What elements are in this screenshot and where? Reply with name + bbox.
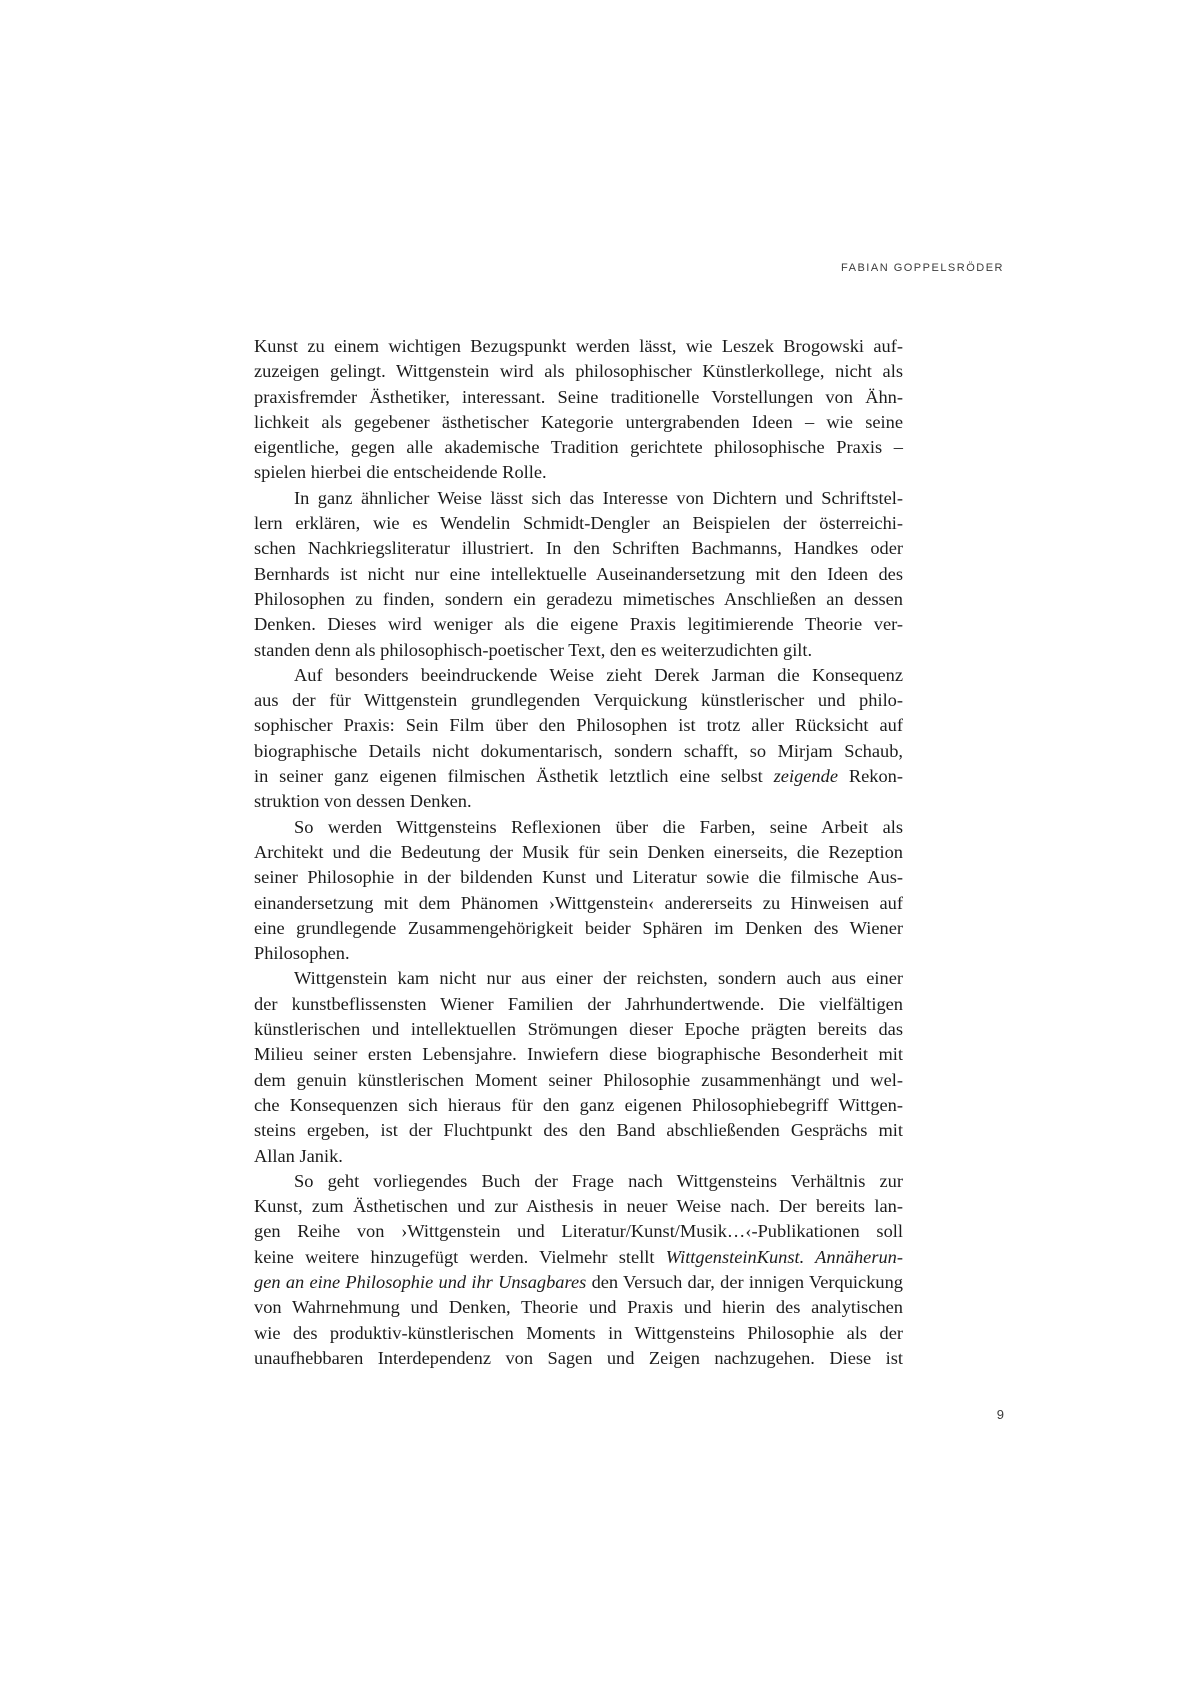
text-line — [254, 1270, 903, 1295]
text-line: Allan Janik. — [254, 1145, 343, 1166]
text-segment: Rekon- — [837, 766, 903, 787]
text-line — [254, 1245, 903, 1270]
text-line: Denken. Dieses wird weniger als die eigene Praxis legitimierende Theorie ver- — [254, 614, 903, 635]
text-line: steins ergeben, ist der Fluchtpunkt des den Band abschließenden Gesprächs mit — [254, 1120, 903, 1141]
text-line: So werden Wittgensteins Reflexionen über die Farben, seine Arbeit als — [294, 816, 903, 837]
text-line: che Konsequenzen sich hieraus für den ganz eigenen Philosophiebegriff Wittgen- — [254, 1094, 903, 1115]
text-line — [254, 764, 903, 789]
text-line: Philosophen. — [254, 943, 350, 964]
text-line: aus der für Wittgenstein grundlegenden Verquickung künstlerischer und philo- — [254, 690, 903, 711]
text-line: lichkeit als gegebener ästhetischer Kategorie untergrabenden Ideen – wie seine — [254, 411, 903, 432]
text-line: wie des produktiv-künstlerischen Moments in Wittgensteins Philosophie als der — [254, 1322, 903, 1343]
text-line: schen Nachkriegsliteratur illustriert. In den Schriften Bachmanns, Handkes oder — [254, 538, 903, 559]
text-line: Milieu seiner ersten Lebensjahre. Inwiefern diese biographische Besonderheit mit — [254, 1044, 903, 1065]
text-line: von Wahrnehmung und Denken, Theorie und Praxis und hierin des analytischen — [254, 1297, 903, 1318]
text-line: In ganz ähnlicher Weise lässt sich das Interesse von Dichtern und Schriftstel- — [294, 487, 903, 508]
text-segment: den Versuch dar, der innigen Verquickung — [586, 1271, 903, 1292]
text-line: der kunstbeflissensten Wiener Familien der Jahrhundertwende. Die vielfältigen — [254, 993, 903, 1014]
text-line: lern erklären, wie es Wendelin Schmidt-Dengler an Beispielen der österreichi- — [254, 513, 903, 534]
text-line: praxisfremder Ästhetiker, interessant. Seine traditionelle Vorstellungen von Ähn- — [254, 386, 903, 407]
text-line: standen denn als philosophisch-poetischer Text, den es weiterzudichten gilt. — [254, 639, 813, 660]
text-line: Architekt und die Bedeutung der Musik für sein Denken einerseits, die Rezeption — [254, 841, 903, 862]
text-line: biographische Details nicht dokumentarisch, sondern schafft, so Mirjam Schaub, — [254, 740, 903, 761]
text-line: Wittgenstein kam nicht nur aus einer der reichsten, sondern auch aus einer — [294, 968, 903, 989]
text-line: künstlerischen und intellektuellen Strömungen dieser Epoche prägten bereits das — [254, 1019, 903, 1040]
page-number: 9 — [996, 1407, 1004, 1422]
text-line: eine grundlegende Zusammengehörigkeit beider Sphären im Denken des Wiener — [254, 917, 903, 938]
text-line: Philosophen zu finden, sondern ein geradezu mimetisches Anschließen an dessen — [254, 588, 903, 609]
text-line: dem genuin künstlerischen Moment seiner Philosophie zusammenhängt und wel- — [254, 1069, 903, 1090]
text-line: Auf besonders beeindruckende Weise zieht Derek Jarman die Konsequenz — [294, 664, 903, 685]
text-line: seiner Philosophie in der bildenden Kunst und Literatur sowie die filmische Aus- — [254, 867, 903, 888]
text-line: zuzeigen gelingt. Wittgenstein wird als philosophischer Künstlerkollege, nicht als — [254, 361, 903, 382]
text-line: Kunst zu einem wichtigen Bezugspunkt werden lässt, wie Leszek Brogowski auf- — [254, 336, 903, 356]
text-line: unaufhebbaren Interdependenz von Sagen und Zeigen nachzugehen. Diese ist — [254, 1347, 903, 1368]
body-text — [254, 334, 903, 1371]
running-head: FABIAN GOPPELSRÖDER — [841, 262, 1004, 274]
italic-text: gen an eine Philosophie und ihr Unsagbares — [254, 1271, 587, 1292]
text-line: sophischer Praxis: Sein Film über den Philosophen ist trotz aller Rücksicht auf — [254, 715, 903, 736]
text-line: spielen hierbei die entscheidende Rolle. — [254, 462, 547, 483]
text-line: struktion von dessen Denken. — [254, 791, 472, 812]
text-line: gen Reihe von ›Wittgenstein und Literatur/Kunst/Musik…‹-Publikationen soll — [254, 1221, 903, 1242]
text-line: Kunst, zum Ästhetischen und zur Aisthesis in neuer Weise nach. Der bereits lan- — [254, 1196, 903, 1217]
italic-text: zeigende — [773, 766, 838, 787]
text-line: eigentliche, gegen alle akademische Tradition gerichtete philosophische Praxis – — [254, 437, 903, 458]
italic-text: WittgensteinKunst. Annäherun- — [665, 1246, 903, 1267]
text-segment: in seiner ganz eigenen filmischen Ästhetik letztlich eine selbst — [254, 766, 774, 787]
text-segment: keine weitere hinzugefügt werden. Vielmehr stellt — [254, 1246, 666, 1267]
text-line: einandersetzung mit dem Phänomen ›Wittgenstein‹ andererseits zu Hinweisen auf — [254, 892, 903, 913]
text-line: So geht vorliegendes Buch der Frage nach Wittgensteins Verhältnis zur — [294, 1170, 903, 1191]
text-line: Bernhards ist nicht nur eine intellektuelle Auseinandersetzung mit den Ideen des — [254, 563, 903, 584]
